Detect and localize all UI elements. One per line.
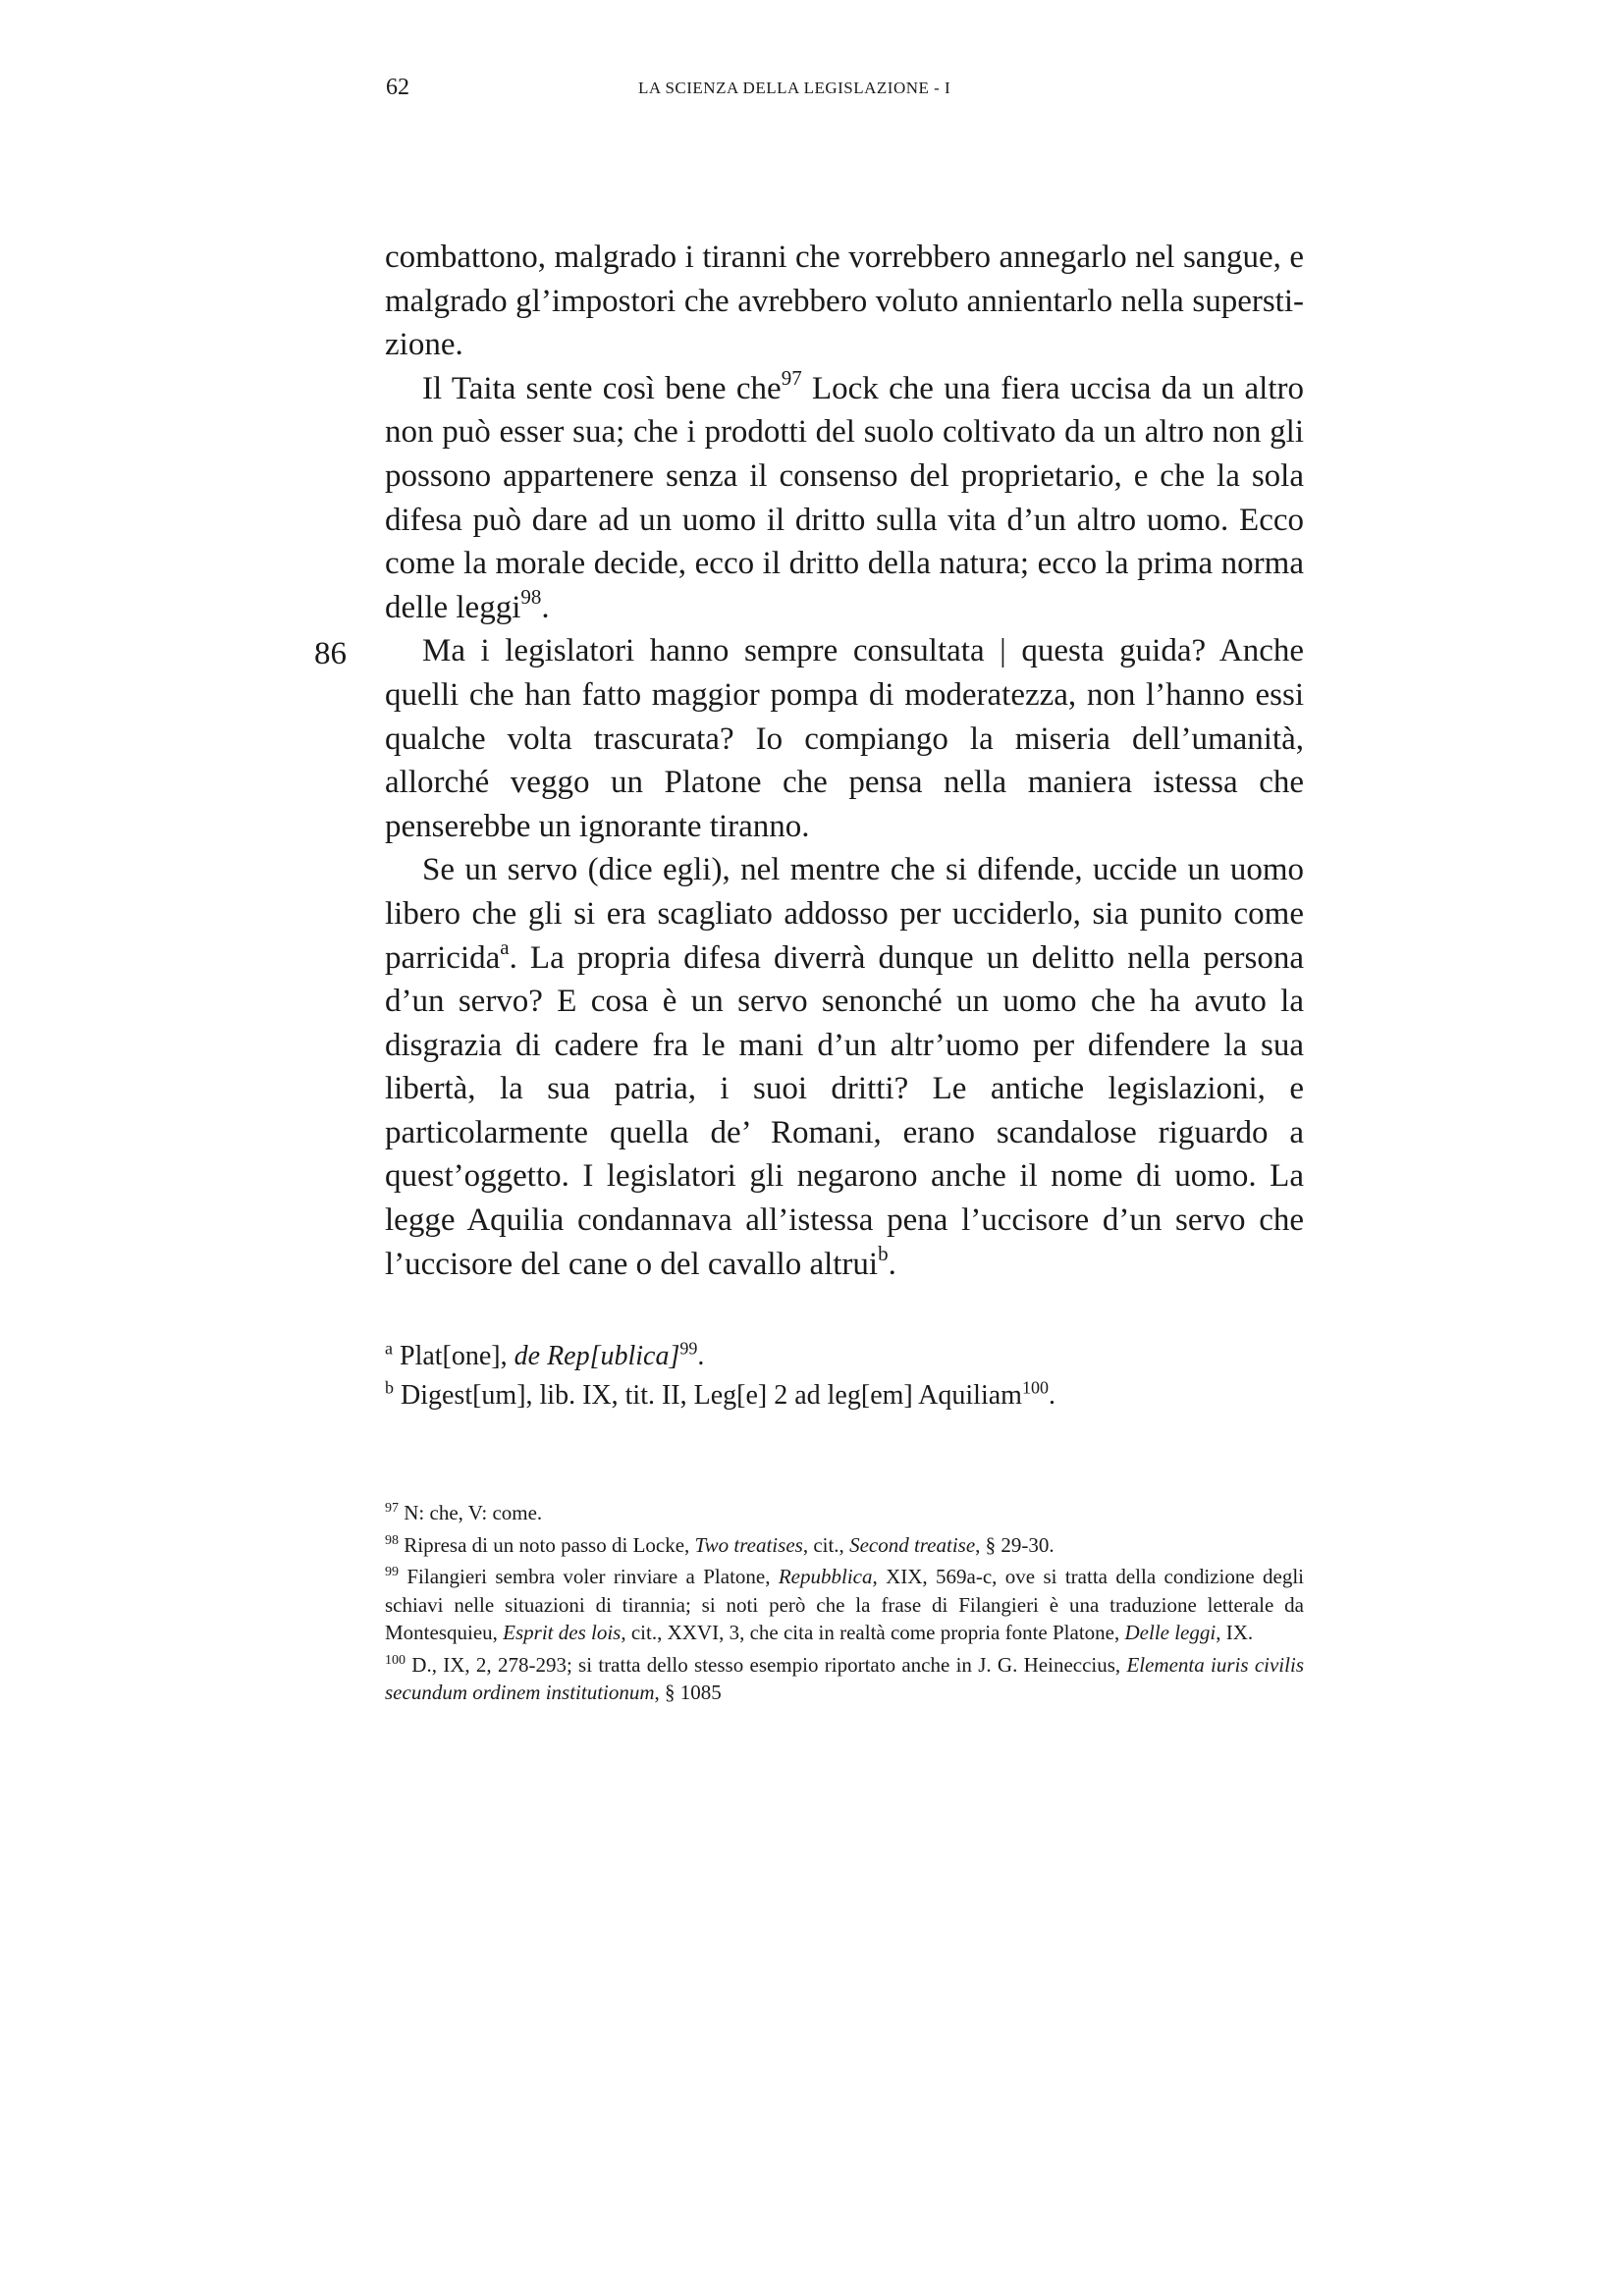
note-98-title-2: Second treatise [849, 1532, 976, 1557]
p2-text-c: . [541, 589, 550, 625]
note-99-title-2: Esprit des lois [503, 1621, 622, 1644]
note-100-b: , § 1085 [654, 1681, 722, 1704]
editor-note-100 [385, 1651, 1304, 1707]
note-mark-99: 99 [385, 1565, 399, 1579]
p4-text-b: . La propria difesa diverrà dunque un delitto nella persona d’un servo? E cosa è un servo senonché un uomo che ha avuto la disgrazia di cadere fra le mani d’un altr’uomo per difendere la sua libertà, la sua patria, i suoi dritti? Le antiche legislazioni, e particolarmente quella de’ Romani, erano scandalose riguardo a quest’oggetto. I legislatori gli negarono anche il nome di uomo. La legge Aquilia condannava all’istessa pena l’uccisore d’un servo che l’uccisore del cane o del cavallo altrui [385, 939, 1304, 1282]
note-99-d: , IX. [1216, 1621, 1254, 1644]
note-99-title-3: Delle leggi [1124, 1621, 1217, 1644]
note-99-c: , cit., XXVI, 3, che cita in realtà come propria fonte Platone, [621, 1621, 1125, 1644]
note-99-b: , XIX, 569a-c, ove si tratta della condizione degli schiavi nelle situazioni di tirannia; si noti però che la frase di Filangieri è una traduzione letterale da Montesquieu, [385, 1565, 1304, 1644]
note-a-title: de Rep[ublica] [514, 1341, 680, 1371]
editor-note-99 [385, 1563, 1304, 1647]
paragraph-1: combattono, malgrado i tiranni che vorrebbero annegarlo nel sangue, e malgrado gl’impostori che avrebbero voluto annientarlo nella supersti-zione. [385, 240, 1304, 363]
editor-note-98 [385, 1531, 1304, 1560]
note-98-c: , § 29-30. [975, 1532, 1055, 1557]
author-note-a [385, 1337, 1304, 1376]
note-98-title-1: Two treatises [694, 1532, 803, 1557]
note-mark-97: 97 [385, 1501, 399, 1516]
paragraph-4 [385, 848, 1304, 1286]
footnote-ref-a: a [500, 934, 510, 959]
note-97-text: N: che, V: come. [399, 1501, 543, 1524]
note-99-a: Filangieri sembra voler rinviare a Platone, [399, 1565, 779, 1588]
note-98-b: , cit., [802, 1532, 850, 1557]
footnote-ref-97: 97 [781, 365, 802, 390]
margin-page-number: 86 [314, 636, 347, 671]
note-98-a: Ripresa di un noto passo di Locke, [399, 1532, 695, 1557]
note-a-end: . [697, 1341, 705, 1371]
paragraph-3: Ma i legislatori hanno sempre consultata | questa guida? Anche quelli che han fatto maggior pompa di moderatezza, non l’hanno essi qualche volta trascurata? Io compiango la miseria dell’umanità, allorché veggo un Platone che pensa nella maniera istessa che penserebbe un ignorante tiranno. [385, 633, 1304, 844]
note-100-a: D., IX, 2, 278-293; si tratta dello stesso esempio riportato anche in J. G. Heineccius, [406, 1652, 1127, 1677]
editor-notes [385, 1499, 1304, 1711]
note-100-title-1: Elementa iuris civilis secundum ordinem institutionum [385, 1652, 1304, 1704]
p4-text-a: Se un servo (dice egli), nel mentre che si difende, uccide un uomo libero che gli si era scagliato addosso per ucciderlo, sia punito come parricida [385, 852, 1304, 976]
note-mark-b: b [385, 1377, 394, 1398]
page-number: 62 [386, 75, 409, 100]
author-notes [385, 1337, 1304, 1415]
paragraph-2 [385, 367, 1304, 630]
p2-text-a: Il Taita sente così bene che [422, 370, 782, 406]
note-a-text: Plat[one], [393, 1341, 514, 1371]
body-text [385, 236, 1304, 1286]
note-a-ref: 99 [679, 1338, 698, 1359]
running-head: LA SCIENZA DELLA LEGISLAZIONE - I [638, 79, 951, 97]
editor-note-97 [385, 1499, 1304, 1527]
note-mark-a: a [385, 1338, 393, 1359]
p2-text-b: Lock che una fiera uccisa da un altro non può esser sua; che i prodotti del suolo coltivato da un altro non gli possono appartenere senza il consenso del proprietario, e che la sola difesa può dare ad un uomo il dritto sulla vita d’un altro uomo. Ecco come la morale decide, ecco il dritto della natura; ecco la prima norma delle leggi [385, 370, 1304, 625]
footnote-ref-b: b [878, 1241, 889, 1265]
note-b-text: Digest[um], lib. IX, tit. II, Leg[e] 2 ad leg[em] Aquiliam [394, 1380, 1022, 1411]
note-b-end: . [1048, 1380, 1055, 1411]
note-mark-98: 98 [385, 1532, 399, 1548]
note-b-ref: 100 [1021, 1377, 1049, 1398]
note-99-title-1: Repubblica [778, 1565, 873, 1588]
author-note-b [385, 1376, 1304, 1415]
note-mark-100: 100 [385, 1652, 406, 1668]
p4-text-c: . [888, 1246, 896, 1282]
footnote-ref-98: 98 [520, 584, 542, 609]
